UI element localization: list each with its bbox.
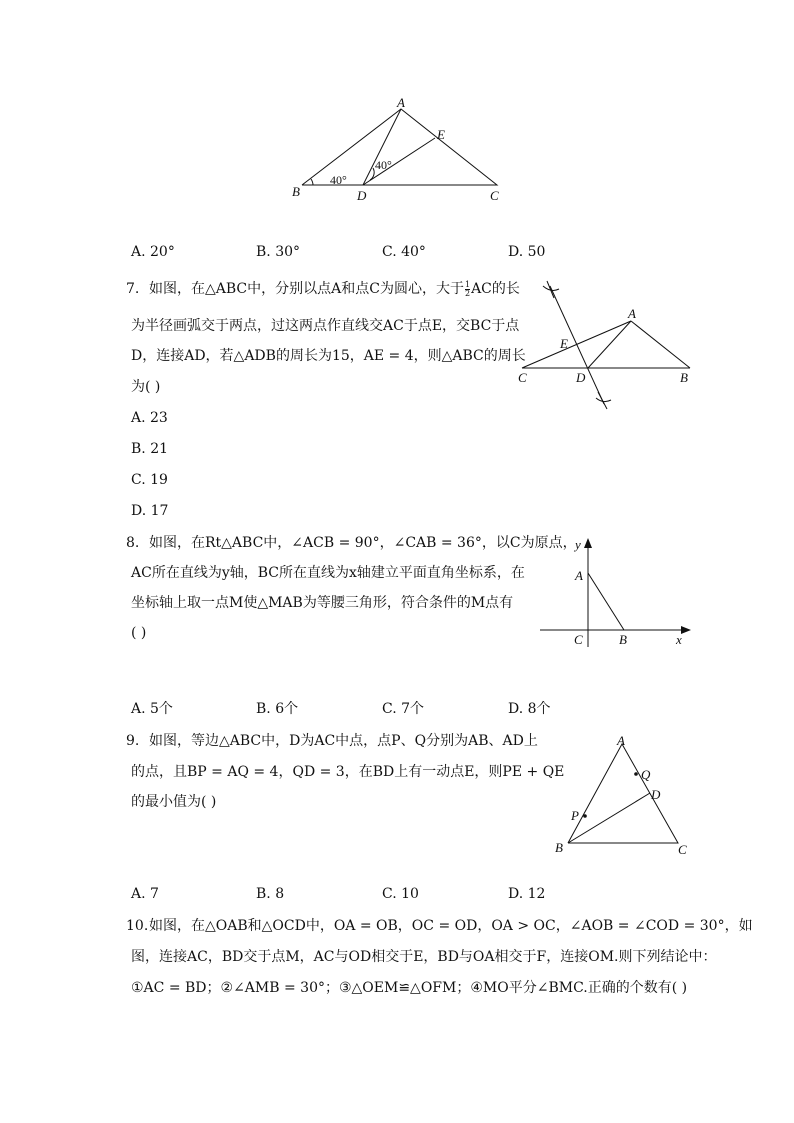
fig9-label-C: C: [678, 842, 687, 857]
q8-line-3: 坐标轴上取一点M使△MAB为等腰三角形，符合条件的M点有: [131, 595, 514, 611]
fig9-point-P: [583, 814, 587, 818]
q7-frac-num: 1: [464, 279, 471, 289]
fig9-point-Q: [634, 772, 638, 776]
q6-figure: [280, 95, 520, 210]
q8-option-a: A. 5个: [131, 701, 173, 717]
fig7-segment-AB: [631, 321, 690, 368]
fig8-segment-AB: [588, 573, 624, 630]
q8-option-c: C. 7个: [382, 701, 425, 717]
fig8-label-B: B: [619, 632, 627, 647]
fig6-label-E: E: [437, 127, 445, 142]
q9-option-c: C. 10: [382, 886, 419, 902]
fig9-triangle: [568, 744, 678, 843]
q9-figure: [548, 732, 698, 860]
q7-number: 7.: [126, 281, 140, 297]
fig8-label-y: y: [575, 537, 581, 552]
q7-option-d: D. 17: [131, 503, 169, 519]
q9-option-a: A. 7: [131, 886, 159, 902]
q7-line-1b: AC的长: [471, 281, 520, 297]
q8-option-d: D. 8个: [508, 701, 551, 717]
fig7-label-A: A: [628, 306, 636, 321]
fig6-angle-label-D: 40°: [375, 158, 392, 172]
q6-option-b: B. 30°: [256, 244, 301, 260]
q8-figure: [535, 535, 700, 655]
q8-number: 8.: [126, 535, 140, 551]
q8-line-1: 如图，在Rt△ABC中，∠ACB = 90°，∠CAB = 36°，以C为原点，: [149, 535, 577, 551]
q6-option-c: C. 40°: [382, 244, 426, 260]
q8-line-2: AC所在直线为y轴，BC所在直线为x轴建立平面直角坐标系，在: [131, 565, 525, 581]
q7-figure: [510, 280, 700, 410]
fig8-x-axis-arrow: [681, 626, 691, 634]
fig8-y-axis-arrow: [584, 538, 592, 548]
q9-option-b: B. 8: [256, 886, 285, 902]
fig6-label-D: D: [357, 188, 367, 203]
q10-number: 10.: [126, 918, 149, 934]
fig9-label-P: P: [571, 808, 579, 823]
fig8-label-A: A: [575, 568, 583, 583]
q6-option-d: D. 50: [508, 244, 546, 260]
q7-fraction: [465, 281, 470, 298]
q9-number: 9.: [126, 733, 140, 749]
fig7-label-D: D: [576, 370, 586, 385]
fig7-arc-mark-top: [543, 281, 559, 298]
q7-line-4: 为( ): [131, 379, 161, 395]
fig7-label-C: C: [518, 370, 527, 385]
q7-option-a: A. 23: [131, 410, 168, 426]
fig6-label-B: B: [292, 184, 300, 199]
q9-line-1: 如图，等边△ABC中，D为AC中点，点P、Q分别为AB、AD上: [149, 733, 538, 749]
fig9-label-Q: Q: [641, 767, 651, 782]
fig8-label-x: x: [676, 632, 682, 647]
fig8-label-C: C: [574, 632, 583, 647]
fig7-label-E: E: [560, 336, 568, 351]
fig6-segment-DE: [363, 138, 435, 185]
fig9-label-B: B: [555, 840, 563, 855]
q8-option-b: B. 6个: [256, 701, 299, 717]
q10-line-1: 如图，在△OAB和△OCD中，OA = OB，OC = OD，OA > OC，∠AOB = ∠COD = 30°，如: [149, 918, 753, 934]
fig6-segment-AD: [363, 109, 401, 185]
fig9-label-D: D: [651, 787, 661, 802]
q7-line-1a: 如图，在△ABC中，分别以点A和点C为圆心，大于: [149, 281, 464, 297]
q7-frac-den: 2: [464, 288, 471, 298]
fig6-label-C: C: [490, 188, 499, 203]
q7-line-1: [149, 279, 520, 299]
fig7-arc-mark-bottom: [596, 392, 611, 409]
q8-line-4: ( ): [131, 625, 147, 641]
fig6-angle-arc-B: [311, 179, 313, 185]
q9-line-3: 的最小值为( ): [131, 794, 217, 810]
fig7-segment-AD: [588, 321, 631, 368]
q7-line-3: D，连接AD，若△ADB的周长为15，AE = 4，则△ABC的周长: [131, 348, 526, 364]
q7-option-c: C. 19: [131, 472, 168, 488]
fig6-label-A: A: [397, 95, 405, 110]
fig6-angle-label-B: 40°: [330, 173, 347, 187]
q7-line-2: 为半径画弧交于两点，过这两点作直线交AC于点E，交BC于点: [131, 318, 520, 334]
q6-option-a: A. 20°: [131, 244, 175, 260]
fig9-segment-BD: [568, 793, 650, 843]
q9-line-2: 的点，且BP = AQ = 4，QD = 3，在BD上有一动点E，则PE + QE: [131, 764, 565, 780]
q9-option-d: D. 12: [508, 886, 546, 902]
q10-line-3: ①AC = BD；②∠AMB = 30°；③△OEM≌△OFM；④MO平分∠BMC.正确的个数有( ): [131, 980, 688, 996]
fig7-label-B: B: [680, 370, 688, 385]
fig7-perpendicular-bisector: [550, 286, 604, 404]
q10-line-2: 图，连接AC，BD交于点M，AC与OD相交于E，BD与OA相交于F，连接OM.则下列结论中：: [131, 949, 717, 965]
fig9-label-A: A: [617, 733, 625, 748]
q7-option-b: B. 21: [131, 441, 169, 457]
